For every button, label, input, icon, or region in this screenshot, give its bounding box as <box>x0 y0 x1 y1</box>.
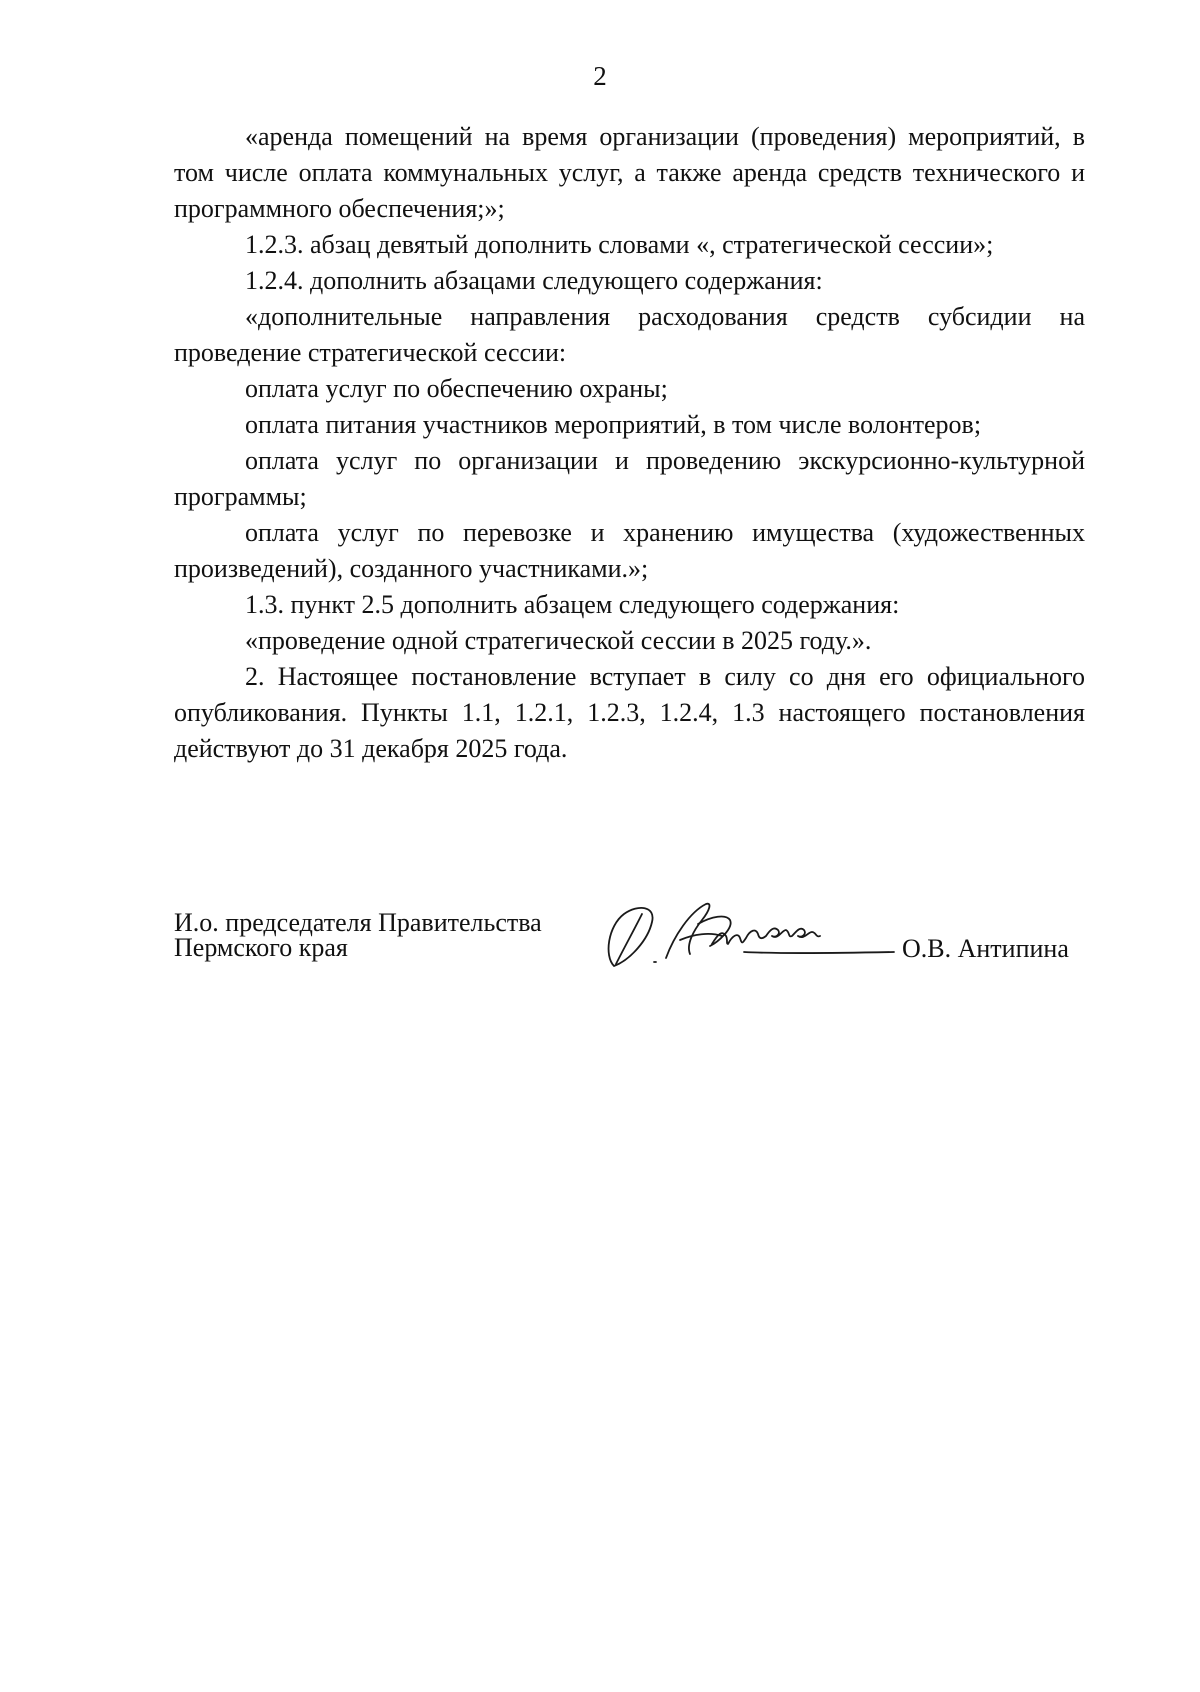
document-body <box>174 119 1085 767</box>
signatory-title <box>174 910 542 960</box>
paragraph-one-session: «проведение одной стратегической сессии в 2025 году.». <box>245 626 872 655</box>
signatory-title-line-1: И.о. председателя Правительства <box>174 908 542 937</box>
paragraph-1-2-3: 1.2.3. абзац девятый дополнить словами «, стратегической сессии»; <box>245 230 994 259</box>
signatory-name: О.В. Антипина <box>902 934 1069 963</box>
paragraph-1-2-4: 1.2.4. дополнить абзацами следующего содержания: <box>245 266 823 295</box>
paragraph-security: оплата услуг по обеспечению охраны; <box>245 374 668 403</box>
signature-block <box>174 910 1094 990</box>
page-number: 2 <box>593 61 607 91</box>
paragraph-effective-date: 2. Настоящее постановление вступает в силу со дня его официального опубликования. Пункты 1.1, 1.2.1, 1.2.3, 1.2.4, 1.3 настоящего постановления действуют до 31 декабря 2025 года. <box>174 662 1085 763</box>
signatory-title-line-2: Пермского края <box>174 933 348 962</box>
paragraph-excursion: оплата услуг по организации и проведению экскурсионно-культурной программы; <box>174 446 1085 511</box>
paragraph-transport: оплата услуг по перевозке и хранению имущества (художественных произведений), созданного участниками.»; <box>174 518 1085 583</box>
paragraph-additional-directions: «дополнительные направления расходования средств субсидии на проведение стратегической сессии: <box>174 302 1085 367</box>
paragraph-1-3: 1.3. пункт 2.5 дополнить абзацем следующего содержания: <box>245 590 900 619</box>
paragraph-catering: оплата питания участников мероприятий, в том числе волонтеров; <box>245 410 982 439</box>
paragraph-rent: «аренда помещений на время организации (проведения) мероприятий, в том числе оплата коммунальных услуг, а также аренда средств технического и программного обеспечения;»; <box>174 122 1085 223</box>
